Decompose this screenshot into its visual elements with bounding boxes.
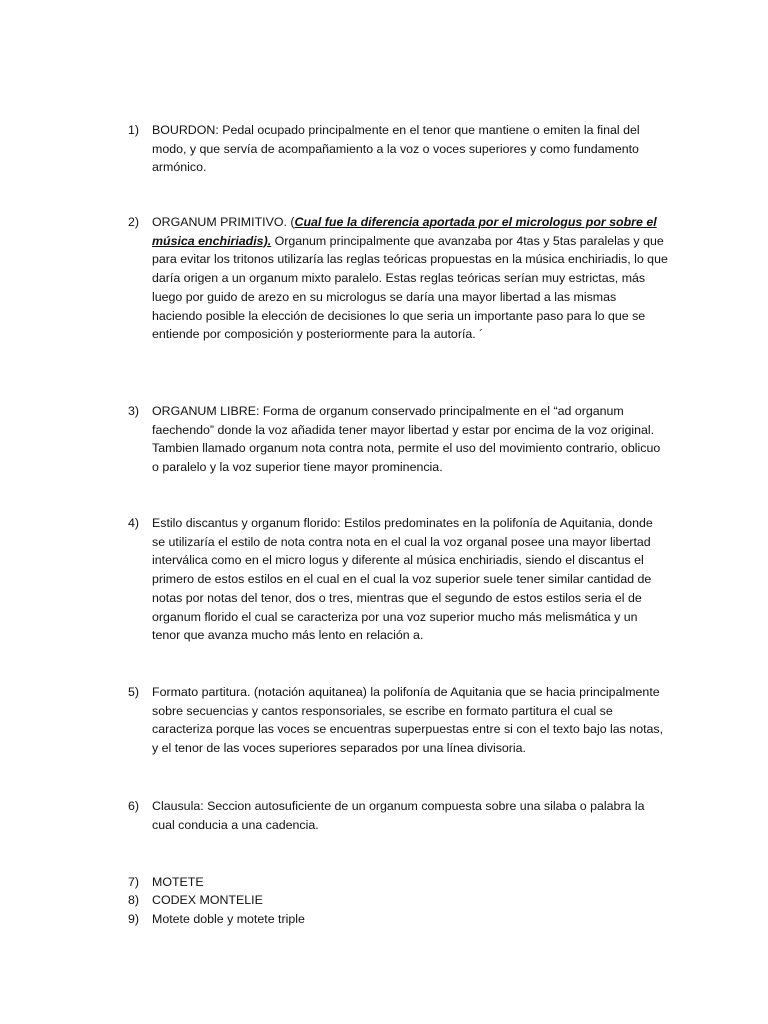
item-number: 4) [128,516,140,530]
item-text: Clausula: Seccion autosuficiente de un organum compuesta sobre una silaba o palabra la cual conducia a una cadencia. [152,799,645,832]
list-item-4 [128,514,668,645]
item-number: 7) [128,875,140,889]
list-item-3 [128,402,668,477]
list-item-7 [128,873,668,892]
item-number: 2) [128,215,140,229]
item-number: 9) [128,912,140,926]
item-text: MOTETE [152,875,204,889]
list-item-6 [128,797,668,834]
item-text: Motete doble y motete triple [152,912,305,926]
item-text [152,213,668,344]
item-number: 6) [128,799,140,813]
list-item-9 [128,910,668,929]
item-question: Cual fue la diferencia aportada por el micrologus por sobre el música enchiriadis). [152,215,657,248]
item-text: ORGANUM LIBRE: Forma de organum conservado principalmente en el “ad organum faechendo” donde la voz añadida tener mayor libertad y estar por encima de la voz original. Tambien llamado organum nota contra nota, permite el uso del movimiento contrario, oblicuo o paralelo y la voz superior tiene mayor prominencia. [152,404,661,475]
item-number: 8) [128,893,140,907]
list-item-5 [128,683,668,758]
item-text: CODEX MONTELIE [152,893,263,907]
list-item-8 [128,891,668,910]
item-text: Estilo discantus y organum florido: Estilos predominates en la polifonía de Aquitania, donde se utilizaría el estilo de nota contra nota en el cual la voz organal posee una mayor libertad interválica como en el micro logus y diferente al música enchiriadis, siendo el discantus el primero de estos estilos en el cual en el cual la voz superior suele tener similar cantidad de notas por notas del tenor, dos o tres, mientras que el segundo de estos estilos seria el de organum florido el cual se caracteriza por una voz superior mucho más melismática y un tenor que avanza mucho más lento en relación a. [152,516,653,643]
list-item-2 [128,213,668,344]
item-number: 5) [128,685,140,699]
item-text: BOURDON: Pedal ocupado principalmente en el tenor que mantiene o emiten la final del modo, y que servía de acompañamiento a la voz o voces superiores y como fundamento armónico. [152,123,640,175]
item-text: Formato partitura. (notación aquitanea) la polifonía de Aquitania que se hacia principalmente sobre secuencias y cantos responsoriales, se escribe en formato partitura el cual se caracteriza porque las voces se encuentras superpuestas entre si con el texto bajo las notas, y el tenor de las voces superiores separados por una línea divisoria. [152,685,664,756]
item-number: 1) [128,123,140,137]
item-number: 3) [128,404,140,418]
item-text-body: Organum principalmente que avanzaba por 4tas y 5tas paralelas y que para evitar los tritonos utilizaría las reglas teóricas propuestas en la música enchiriadis, lo que daría origen a un organum mixto paralelo. Estas reglas teóricas serían muy estrictas, más luego por guido de arezo en su micrologus se daría una mayor libertad a las mismas haciendo posible la elección de decisiones lo que seria un importante paso para lo que se entiende por composición y posteriormente para la autoría. ´ [152,233,668,342]
list-item-1 [128,121,668,177]
item-text-lead: ORGANUM PRIMITIVO. ( [152,215,295,229]
